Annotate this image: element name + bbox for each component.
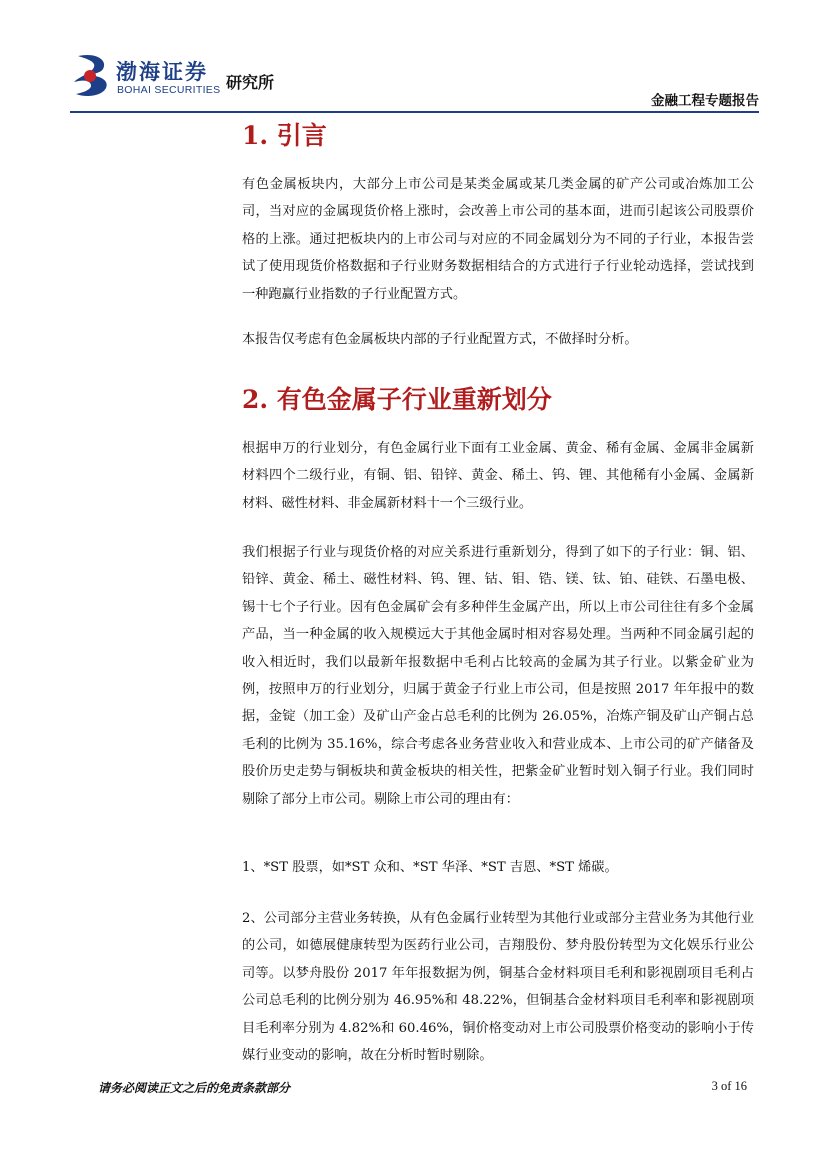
bohai-logo [70, 52, 290, 102]
department-label: 研究所 [226, 73, 275, 92]
paragraph: 1、*ST 股票，如*ST 众和、*ST 华泽、*ST 吉恩、*ST 烯碳。 [242, 860, 618, 875]
paragraph: 本报告仅考虑有色金属板块内部的子行业配置方式，不做择时分析。 [242, 332, 638, 347]
paragraph: 我们根据子行业与现货价格的对应关系进行重新划分，得到了如下的子行业：铜、铝、铅锌、黄金、稀土、磁性材料、钨、锂、钴、钼、锆、镁、钛、铂、硅铁、石墨电极、锡十七个子行业。因有色金属矿会有多种伴生金属产出，所以上市公司往往有多个金属产品，当一种金属的收入规模远大于其他金属时相对容易处理。当两种不同金属引起的收入相近时，我们以最新年报数据中毛利占比较高的金属为其子行业。以紫金矿业为例，按照申万的行业划分，归属于黄金子行业上市公司，但是按照 2017 年年报中的数据，金锭（加工金）及矿山产金占总毛利的比例为 26.05%，冶炼产铜及矿山产铜占总毛利的比例为 35.16%，综合考虑各业务营业收入和营业成本、上市公司的矿产储备及股价历史走势与铜板块和黄金板块的相关性，把紫金矿业暂时划入铜子行业。我们同时剔除了部分上市公司。剔除上市公司的理由有： [242, 545, 754, 807]
header-divider [70, 111, 759, 113]
footer-disclaimer: 请务必阅读正文之后的免责条款部分 [98, 1081, 291, 1095]
section-heading-introduction: 1. 引言 [242, 121, 327, 150]
logo-chinese-name: 渤海证券 [116, 60, 208, 84]
page-number: 3 of 16 [711, 1079, 747, 1093]
paragraph: 有色金属板块内，大部分上市公司是某类金属或某几类金属的矿产公司或冶炼加工公司，当对应的金属现货价格上涨时，会改善上市公司的基本面，进而引起该公司股票价格的上涨。通过把板块内的上市公司与对应的不同金属划分为不同的子行业，本报告尝试了使用现货价格数据和子行业财务数据相结合的方式进行子行业轮动选择，尝试找到一种跑赢行业指数的子行业配置方式。 [242, 177, 754, 302]
bohai-logo-icon [70, 52, 112, 98]
section-heading-subindustry: 2. 有色金属子行业重新划分 [242, 385, 552, 414]
report-type: 金融工程专题报告 [651, 93, 759, 109]
logo-english-name: BOHAI SECURITIES [117, 84, 221, 96]
paragraph: 根据申万的行业划分，有色金属行业下面有工业金属、黄金、稀有金属、金属非金属新材料四个二级行业，有铜、铝、铅锌、黄金、稀土、钨、锂、其他稀有小金属、金属新材料、磁性材料、非金属新材料十一个三级行业。 [242, 441, 754, 511]
paragraph: 2、公司部分主营业务转换，从有色金属行业转型为其他行业或部分主营业务为其他行业的公司，如德展健康转型为医药行业公司，吉翔股份、梦舟股份转型为文化娱乐行业公司等。以梦舟股份 2017 年年报数据为例，铜基合金材料项目毛利和影视剧项目毛利占公司总毛利的比例分别为 46.95%和 48.22%，但铜基合金材料项目毛利率和影视剧项目毛利率分别为 4.82%和 60.46%，铜价格变动对上市公司股票价格变动的影响小于传媒行业变动的影响，故在分析时暂时剔除。 [242, 911, 754, 1064]
